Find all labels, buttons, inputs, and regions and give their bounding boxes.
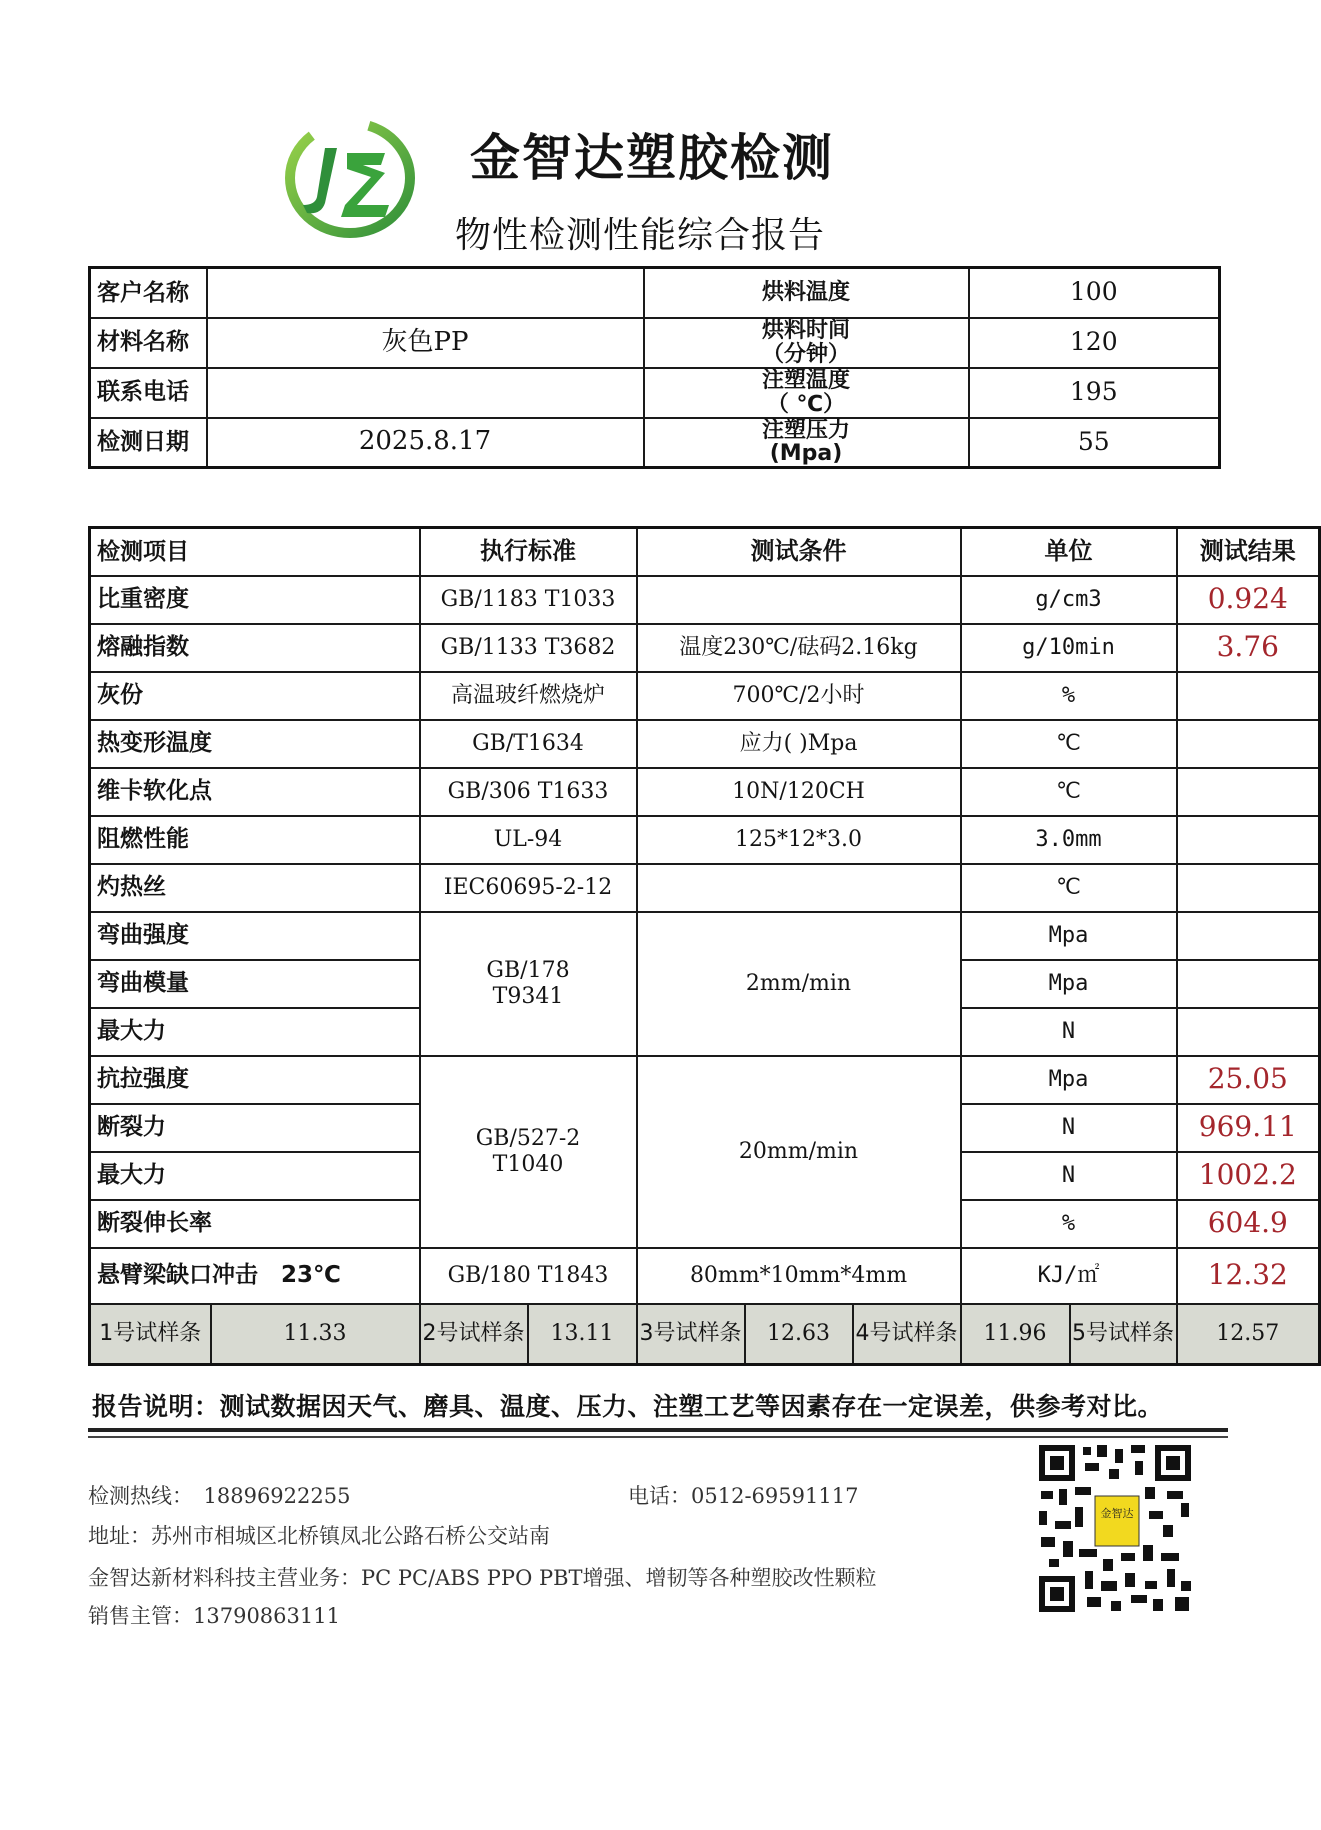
test-condition xyxy=(637,864,961,912)
param-label: 烘料时间 （分钟） xyxy=(644,318,969,368)
qr-code-icon[interactable] xyxy=(1035,1441,1195,1616)
test-item: 断裂力 xyxy=(90,1104,420,1152)
info-value: 灰色PP xyxy=(207,318,644,368)
test-standard: GB/306 T1633 xyxy=(420,768,637,816)
test-result: 25.05 xyxy=(1177,1056,1320,1104)
test-item: 维卡软化点 xyxy=(90,768,420,816)
info-row xyxy=(90,318,1220,368)
test-row xyxy=(90,624,1320,672)
info-label: 检测日期 xyxy=(90,418,207,468)
test-result xyxy=(1177,816,1320,864)
test-standard: GB/527-2 T1040 xyxy=(420,1056,637,1248)
test-result xyxy=(1177,960,1320,1008)
test-unit: ℃ xyxy=(961,864,1177,912)
footer-phone: 电话：0512-69591117 xyxy=(628,1484,859,1508)
sample-value: 13.11 xyxy=(528,1304,637,1365)
test-table xyxy=(88,526,1321,1366)
test-result: 0.924 xyxy=(1177,576,1320,624)
test-result xyxy=(1177,672,1320,720)
test-standard: GB/T1634 xyxy=(420,720,637,768)
test-standard: 高温玻纤燃烧炉 xyxy=(420,672,637,720)
test-item: 热变形温度 xyxy=(90,720,420,768)
info-row xyxy=(90,368,1220,418)
sample-value: 12.63 xyxy=(745,1304,853,1365)
test-unit: N xyxy=(961,1008,1177,1056)
test-condition: 700℃/2小时 xyxy=(637,672,961,720)
test-result: 969.11 xyxy=(1177,1104,1320,1152)
test-unit: % xyxy=(961,1200,1177,1248)
test-unit: N xyxy=(961,1152,1177,1200)
param-label: 注塑压力 (Mpa) xyxy=(644,418,969,468)
test-row xyxy=(90,816,1320,864)
test-item: 最大力 xyxy=(90,1152,420,1200)
test-unit: 3.0mm xyxy=(961,816,1177,864)
report-note: 报告说明：测试数据因天气、磨具、温度、压力、注塑工艺等因素存在一定误差，供参考对比。 xyxy=(92,1392,1164,1421)
test-row xyxy=(90,912,1320,960)
sample-label: 3号试样条 xyxy=(637,1304,745,1365)
param-value: 55 xyxy=(969,418,1220,468)
header-standard: 执行标准 xyxy=(420,528,637,576)
test-row xyxy=(90,1056,1320,1104)
test-result: 12.32 xyxy=(1177,1248,1320,1304)
test-result xyxy=(1177,864,1320,912)
test-item: 灼热丝 xyxy=(90,864,420,912)
sample-label: 2号试样条 xyxy=(420,1304,528,1365)
test-unit: ℃ xyxy=(961,768,1177,816)
divider xyxy=(88,1436,1228,1438)
sample-value: 11.33 xyxy=(211,1304,420,1365)
header-item: 检测项目 xyxy=(90,528,420,576)
test-unit: Mpa xyxy=(961,912,1177,960)
test-condition: 20mm/min xyxy=(637,1056,961,1248)
test-standard: GB/1183 T1033 xyxy=(420,576,637,624)
info-row xyxy=(90,268,1220,318)
test-result xyxy=(1177,1008,1320,1056)
test-condition: 80mm*10mm*4mm xyxy=(637,1248,961,1304)
test-item: 断裂伸长率 xyxy=(90,1200,420,1248)
test-unit: Mpa xyxy=(961,960,1177,1008)
header-condition: 测试条件 xyxy=(637,528,961,576)
test-condition: 2mm/min xyxy=(637,912,961,1056)
sample-row xyxy=(90,1304,1320,1365)
test-item: 悬臂梁缺口冲击 23℃ xyxy=(90,1248,420,1304)
footer-business: 金智达新材料科技主营业务：PC PC/ABS PPO PBT增强、增韧等各种塑胶改性颗粒 xyxy=(88,1566,877,1590)
sample-label: 5号试样条 xyxy=(1070,1304,1177,1365)
test-standard: GB/178 T9341 xyxy=(420,912,637,1056)
test-item: 比重密度 xyxy=(90,576,420,624)
param-value: 120 xyxy=(969,318,1220,368)
test-result xyxy=(1177,912,1320,960)
test-standard: GB/1133 T3682 xyxy=(420,624,637,672)
info-value xyxy=(207,268,644,318)
test-item: 灰份 xyxy=(90,672,420,720)
test-item: 最大力 xyxy=(90,1008,420,1056)
header-unit: 单位 xyxy=(961,528,1177,576)
jzd-logo-icon xyxy=(285,113,415,243)
report-org-title: 金智达塑胶检测 xyxy=(470,129,834,187)
info-value: 2025.8.17 xyxy=(207,418,644,468)
impact-row xyxy=(90,1248,1320,1304)
test-unit: % xyxy=(961,672,1177,720)
test-item: 抗拉强度 xyxy=(90,1056,420,1104)
test-item: 阻燃性能 xyxy=(90,816,420,864)
test-row xyxy=(90,720,1320,768)
param-label: 注塑温度 （ ℃） xyxy=(644,368,969,418)
footer-hotline: 检测热线： 18896922255 xyxy=(88,1484,351,1508)
info-row xyxy=(90,418,1220,468)
test-result xyxy=(1177,720,1320,768)
param-value: 195 xyxy=(969,368,1220,418)
test-condition xyxy=(637,576,961,624)
footer-address: 地址：苏州市相城区北桥镇凤北公路石桥公交站南 xyxy=(88,1524,550,1548)
test-row xyxy=(90,576,1320,624)
sample-label: 1号试样条 xyxy=(90,1304,211,1365)
test-condition: 应力( )Mpa xyxy=(637,720,961,768)
sample-value: 11.96 xyxy=(961,1304,1070,1365)
header-result: 测试结果 xyxy=(1177,528,1320,576)
test-unit: N xyxy=(961,1104,1177,1152)
sample-label: 4号试样条 xyxy=(853,1304,961,1365)
test-header-row xyxy=(90,528,1320,576)
test-standard: UL-94 xyxy=(420,816,637,864)
test-condition: 125*12*3.0 xyxy=(637,816,961,864)
qr-badge-text: 金智达 xyxy=(1100,1507,1134,1520)
test-condition: 10N/120CH xyxy=(637,768,961,816)
footer-sales: 销售主管：13790863111 xyxy=(88,1604,340,1628)
divider xyxy=(88,1428,1228,1432)
info-label: 客户名称 xyxy=(90,268,207,318)
test-condition: 温度230℃/砝码2.16kg xyxy=(637,624,961,672)
test-result: 1002.2 xyxy=(1177,1152,1320,1200)
test-item: 弯曲模量 xyxy=(90,960,420,1008)
test-unit: ℃ xyxy=(961,720,1177,768)
param-value: 100 xyxy=(969,268,1220,318)
info-value xyxy=(207,368,644,418)
test-row xyxy=(90,864,1320,912)
info-label: 材料名称 xyxy=(90,318,207,368)
test-unit: g/10min xyxy=(961,624,1177,672)
test-item: 弯曲强度 xyxy=(90,912,420,960)
info-table xyxy=(88,266,1221,469)
test-unit: Mpa xyxy=(961,1056,1177,1104)
param-label: 烘料温度 xyxy=(644,268,969,318)
test-unit: g/cm3 xyxy=(961,576,1177,624)
test-standard: IEC60695-2-12 xyxy=(420,864,637,912)
test-item: 熔融指数 xyxy=(90,624,420,672)
test-result xyxy=(1177,768,1320,816)
test-result: 604.9 xyxy=(1177,1200,1320,1248)
test-row xyxy=(90,768,1320,816)
info-label: 联系电话 xyxy=(90,368,207,418)
test-unit: KJ/㎡ xyxy=(961,1248,1177,1304)
test-row xyxy=(90,672,1320,720)
test-result: 3.76 xyxy=(1177,624,1320,672)
sample-value: 12.57 xyxy=(1177,1304,1320,1365)
test-standard: GB/180 T1843 xyxy=(420,1248,637,1304)
report-subtitle: 物性检测性能综合报告 xyxy=(455,215,826,256)
